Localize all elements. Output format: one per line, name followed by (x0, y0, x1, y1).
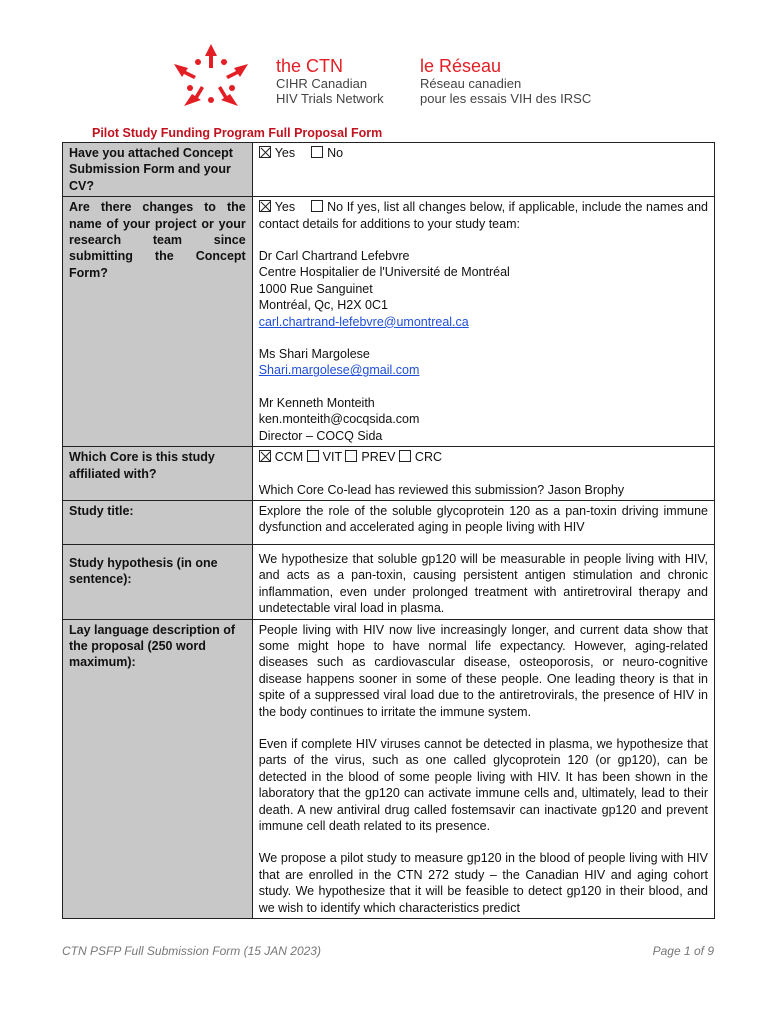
question-lay-description: Lay language description of the proposal (250 word maximum): (63, 619, 253, 919)
question-changes: Are there changes to the name of your project or your research team since submitting the Concept Form? (63, 197, 253, 447)
core-crc-label: CRC (414, 450, 443, 465)
core-prev-label: PREV (361, 450, 396, 465)
changes-no-text: No If yes, list all changes below, if applicable, include the names and contact details for additions to your study team: (258, 200, 708, 231)
question-title: Study title: (63, 500, 253, 544)
person2-name: Ms Shari Margolese (258, 347, 370, 362)
person1-institution: Centre Hospitalier de l'Université de Montréal (258, 265, 510, 280)
answer-attached (252, 143, 714, 197)
core-prev-checkbox[interactable] (345, 450, 357, 462)
person3-title: Director – COCQ Sida (258, 428, 383, 443)
person1-email-link[interactable]: carl.chartrand-lefebvre@umontreal.ca (258, 314, 469, 329)
logo-english-block (276, 56, 384, 106)
logo-fr-title: le Réseau (420, 56, 502, 76)
core-ccm-label: CCM (274, 450, 304, 465)
header-logo (170, 42, 600, 117)
attached-no-label: No (327, 146, 344, 160)
footer-page-number: Page 1 of 9 (652, 944, 714, 958)
question-hypothesis: Study hypothesis (in one sentence): (63, 544, 253, 619)
row-changes (63, 197, 715, 447)
person1-street: 1000 Rue Sanguinet (258, 281, 373, 296)
answer-hypothesis: We hypothesize that soluble gp120 will be measurable in people living with HIV, and acts as a pan-toxin, causing persistent antigen stimulation and chronic inflammation, even under prolonged treatment with antiretroviral therapy and undetectable viral load in plasma. (252, 544, 714, 619)
logo-en-line1: CIHR Canadian (276, 76, 368, 91)
answer-changes (252, 197, 714, 447)
attached-yes-label: Yes (274, 146, 296, 160)
person3-name: Mr Kenneth Monteith (258, 395, 375, 410)
attached-no-checkbox[interactable] (311, 146, 323, 158)
core-ccm-checkbox[interactable] (259, 450, 271, 462)
footer-form-version: CTN PSFP Full Submission Form (15 JAN 2023) (62, 944, 321, 958)
row-attached (63, 143, 715, 197)
answer-title: Explore the role of the soluble glycoprotein 120 as a pan-toxin driving immune dysfunction and accelerated aging in people living with HIV (252, 500, 714, 544)
answer-lay-description (252, 619, 714, 919)
attached-yes-checkbox[interactable] (259, 146, 271, 158)
answer-core (252, 447, 714, 501)
logo-french-block (420, 56, 591, 106)
row-title (63, 500, 715, 544)
logo-fr-line1: Réseau canadien (420, 76, 522, 91)
person2-email-link[interactable]: Shari.margolese@gmail.com (258, 363, 420, 378)
ctn-star-logo-icon (170, 42, 252, 110)
logo-en-line2: HIV Trials Network (276, 91, 384, 106)
question-core: Which Core is this study affiliated with? (63, 447, 253, 501)
changes-yes-checkbox[interactable] (259, 200, 271, 212)
core-crc-checkbox[interactable] (399, 450, 411, 462)
lay-paragraph-3: We propose a pilot study to measure gp120 in the blood of people living with HIV that are enrolled in the CTN 272 study – the Canadian HIV and aging cohort study. We hypothesize that it will be feasible to detect gp120 in their blood, and we wish to identify which characteristics predict (258, 851, 708, 915)
row-core (63, 447, 715, 501)
lay-paragraph-1: People living with HIV now live increasingly longer, and current data show that some might hope to have normal life expectancy. However, aging-related diseases such as cardiovascular disease, osteoporosis, or neuro-cognitive disease happens sooner in some of these people. One leading theory is that in spite of a suppressed viral load due to the antiretrovirals, the presence of HIV in the body continues to irritate the immune system. (258, 622, 708, 719)
core-vit-checkbox[interactable] (307, 450, 319, 462)
core-colead-text: Which Core Co-lead has reviewed this submission? Jason Brophy (258, 482, 625, 497)
row-lay-description (63, 619, 715, 919)
person3-email: ken.monteith@cocqsida.com (258, 412, 420, 427)
person1-city: Montréal, Qc, H2X 0C1 (258, 298, 388, 313)
proposal-form-table (62, 142, 715, 919)
lay-paragraph-2: Even if complete HIV viruses cannot be detected in plasma, we hypothesize that parts of the virus, such as one called glycoprotein 120 (or gp120), can be detected in the blood of some people living with HIV. It has been shown in the laboratory that the gp120 can activate immune cells and, ultimately, lead to their death. A new antiviral drug called fostemsavir can inactivate gp120 and prevent immune cell death related to its presence. (258, 736, 708, 833)
question-attached: Have you attached Concept Submission Form and your CV? (63, 143, 253, 197)
changes-no-checkbox[interactable] (311, 200, 323, 212)
form-title: Pilot Study Funding Program Full Proposal Form (92, 126, 383, 140)
logo-fr-line2: pour les essais VIH des IRSC (420, 91, 592, 106)
changes-yes-label: Yes (274, 200, 296, 215)
core-vit-label: VIT (322, 450, 342, 465)
row-hypothesis (63, 544, 715, 619)
person1-name: Dr Carl Chartrand Lefebvre (258, 249, 410, 264)
logo-en-title: the CTN (276, 56, 344, 76)
